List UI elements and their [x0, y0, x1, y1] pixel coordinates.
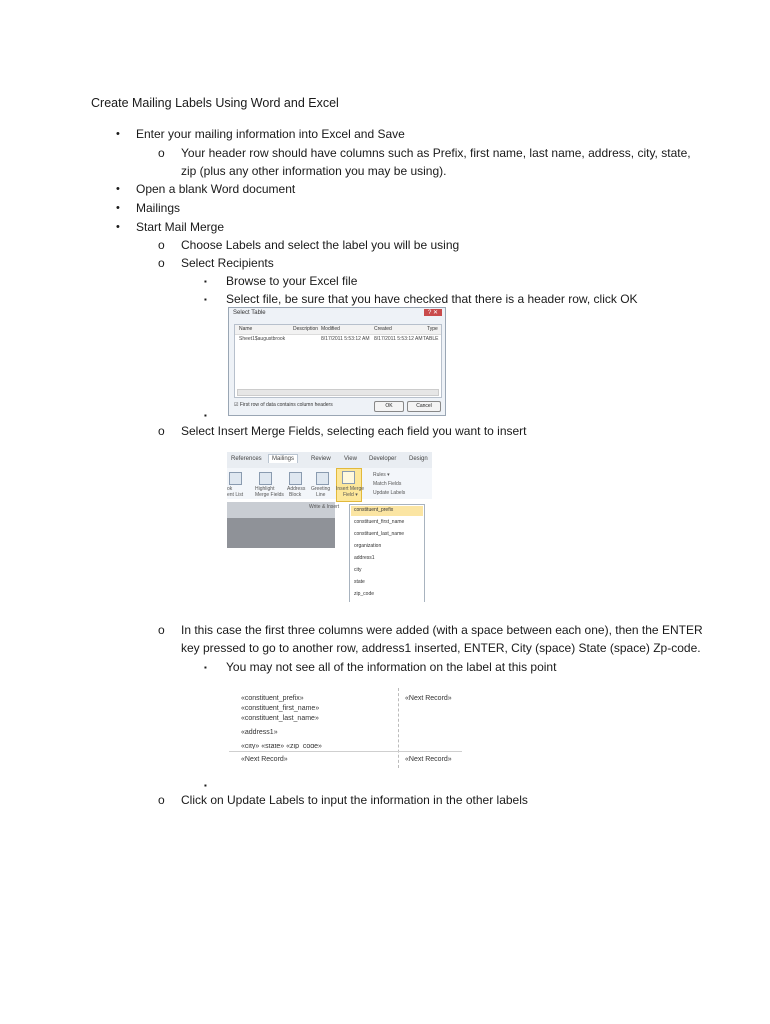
- ribbon-button-label: Line: [316, 492, 326, 498]
- bullet-marker: •: [116, 128, 120, 140]
- close-icon: ? ✕: [424, 309, 442, 316]
- square-marker: ▪: [204, 663, 207, 672]
- bullet-marker: •: [116, 202, 120, 214]
- merge-field-text: «constituent_first_name»: [241, 705, 320, 712]
- step-case-line1: In this case the first three columns were added (with a space between each one), then the ENTER: [181, 623, 703, 637]
- tab-references: References: [231, 456, 262, 462]
- circle-marker: o: [158, 146, 165, 160]
- tab-design: Design: [409, 456, 428, 462]
- step-select-file: Select file, be sure that you have checked that there is a header row, click OK: [226, 292, 638, 306]
- merge-field-item: state: [354, 579, 365, 585]
- circle-marker: o: [158, 623, 165, 637]
- bullet-marker: •: [116, 221, 120, 233]
- table-header: [235, 325, 441, 335]
- merge-field-item: constituent_first_name: [354, 519, 405, 525]
- table-cell: Sheet1$augustbrook: [239, 336, 286, 342]
- step-excel-sub-line1: Your header row should have columns such as Prefix, first name, last name, address, city, state,: [181, 146, 691, 160]
- ribbon-button-label: Block: [289, 492, 302, 498]
- merge-field-text: «constituent_prefix»: [241, 695, 304, 702]
- step-update-labels: Click on Update Labels to input the information in the other labels: [181, 793, 528, 807]
- ok-button: OK: [374, 401, 404, 412]
- step-start-merge: Start Mail Merge: [136, 220, 225, 234]
- checkbox-label: First row of data contains column headers: [239, 402, 333, 408]
- highlight-icon: [259, 472, 272, 485]
- step-insert-fields: Select Insert Merge Fields, selecting each field you want to insert: [181, 424, 527, 438]
- table-list: [234, 324, 442, 398]
- ribbon-button-label: Address: [287, 486, 306, 492]
- column-header: Name: [239, 326, 253, 332]
- address-block-icon: [289, 472, 302, 485]
- ribbon-button-label: ok: [227, 486, 233, 492]
- table-cell: 8/17/2011 5:53:12 AM: [321, 336, 370, 342]
- step-browse: Browse to your Excel file: [226, 274, 358, 288]
- square-marker: ▪: [204, 295, 207, 304]
- merge-field-item: organization: [354, 543, 382, 549]
- table-row: [235, 335, 441, 344]
- step-not-see-all: You may not see all of the information on the label at this point: [226, 660, 557, 674]
- square-marker: ▪: [204, 781, 207, 790]
- merge-field-item: constituent_last_name: [354, 531, 405, 537]
- merge-field-dropdown: [349, 504, 425, 602]
- page-title: Create Mailing Labels Using Word and Excel: [91, 96, 339, 110]
- greeting-line-icon: [316, 472, 329, 485]
- ribbon-button-label: ent List: [227, 492, 244, 498]
- step-select-recipients: Select Recipients: [181, 256, 274, 270]
- step-open-word: Open a blank Word document: [136, 182, 296, 196]
- select-table-dialog-screenshot: [228, 307, 446, 416]
- column-header: Created: [374, 326, 392, 332]
- step-case-line2: key pressed to go to another row, address1 inserted, ENTER, City (space) State (space) Zp-code.: [181, 641, 701, 655]
- table-cell: TABLE: [423, 336, 439, 342]
- ribbon-screenshot: [227, 452, 432, 602]
- step-mailings: Mailings: [136, 201, 181, 215]
- merge-field-item: city: [354, 567, 362, 573]
- dialog-controls: [424, 309, 442, 316]
- merge-field-text-cut: «city» «state» «zip_code»: [241, 744, 322, 749]
- column-header: Modified: [321, 326, 340, 332]
- merge-field-item: constituent_prefix: [354, 507, 394, 513]
- ribbon-button-label: Merge Fields: [255, 492, 284, 498]
- cancel-button: Cancel: [407, 401, 441, 412]
- bullet-marker: •: [116, 183, 120, 195]
- circle-marker: o: [158, 238, 165, 252]
- merge-field-item: address1: [354, 555, 375, 561]
- circle-marker: o: [158, 256, 165, 270]
- rules-button: Rules ▾: [373, 472, 390, 478]
- ribbon-group-label: Write & Insert: [309, 504, 340, 510]
- circle-marker: o: [158, 793, 165, 807]
- horizontal-scrollbar: [237, 389, 439, 396]
- tab-mailings: Mailings: [268, 454, 298, 463]
- document-area: [227, 518, 335, 548]
- step-excel-sub-line2: zip (plus any other information you may be using).: [181, 164, 447, 178]
- circle-marker: o: [158, 424, 165, 438]
- step-excel: Enter your mailing information into Excel and Save: [136, 127, 405, 141]
- tab-review: Review: [311, 456, 331, 462]
- insert-field-icon: [342, 471, 355, 484]
- next-record-text: «Next Record»: [405, 695, 452, 702]
- label-row-divider: [229, 751, 462, 752]
- ribbon-tabs: [227, 452, 432, 469]
- match-fields-button: Match Fields: [373, 481, 402, 487]
- ribbon-button-label: Greeting: [311, 486, 331, 492]
- table-cell: 8/17/2011 5:53:12 AM: [374, 336, 423, 342]
- ribbon-button-label: Insert Merge: [336, 486, 365, 492]
- merge-field-text: «address1»: [241, 729, 278, 736]
- square-marker: ▪: [204, 411, 207, 420]
- recipient-list-icon: [229, 472, 242, 485]
- tab-view: View: [344, 456, 357, 462]
- next-record-text: «Next Record»: [241, 756, 288, 763]
- merge-field-item: zip_code: [354, 591, 375, 597]
- column-header: Type: [427, 326, 438, 332]
- ribbon-button-label: Highlight: [255, 486, 275, 492]
- label-divider: [398, 688, 399, 768]
- step-choose-labels: Choose Labels and select the label you will be using: [181, 238, 460, 252]
- column-header: Description: [293, 326, 319, 332]
- header-row-checkbox: ☑ First row of data contains column headers: [234, 402, 333, 408]
- dialog-title: Select Table: [233, 310, 266, 316]
- next-record-text: «Next Record»: [405, 756, 452, 763]
- square-marker: ▪: [204, 277, 207, 286]
- update-labels-button: Update Labels: [373, 490, 406, 496]
- merge-field-text: «constituent_last_name»: [241, 715, 319, 722]
- label-preview-screenshot: [229, 685, 462, 775]
- tab-developer: Developer: [369, 456, 397, 462]
- ribbon-button-label: Field ▾: [343, 492, 358, 498]
